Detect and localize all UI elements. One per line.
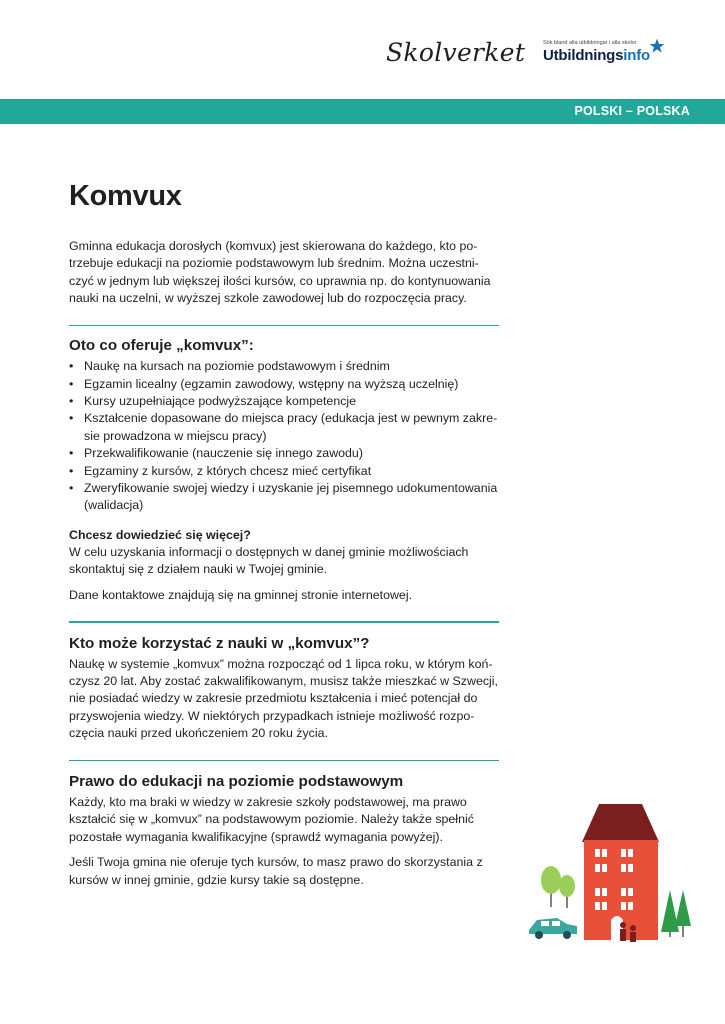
star-icon bbox=[649, 38, 665, 54]
who-paragraph: Naukę w systemie „komvux” można rozpocząć od 1 lipca roku, w którym kończysz 20 lat. Aby zostać zakwalifikowanym, musisz także mieszkać w Szwecji, nie posiadać wiedzy w zakresie przedmiotu kształcenia i mieć potencjał do przyswojenia wiedzy. W niektórych przypadkach istnieje możliwość rozpoczęcia nauki przed ukończeniem 20 roku życia. bbox=[69, 656, 498, 741]
basic-education-paragraph-2: Jeśli Twoja gmina nie oferuje tych kursów, to masz prawo do skorzystania z kursów w innej gminie, gdzie kursy takie są dostępne. bbox=[69, 855, 483, 887]
page-title: Komvux bbox=[69, 180, 182, 212]
offer-list bbox=[69, 358, 499, 515]
utbildningsinfo-logo bbox=[543, 40, 693, 64]
logo-tagline: Sök bland alla utbildningar i alla skolor bbox=[543, 40, 637, 46]
basic-education-heading: Prawo do edukacji na poziomie podstawowym bbox=[69, 773, 404, 791]
more-info-text: W celu uzyskania informacji o dostępnych w danej gminie możliwościach skontaktuj się z działem nauki w Twojej gminie. bbox=[69, 544, 469, 577]
list-item: • Przekwalifikowanie (nauczenie się innego zawodu) bbox=[69, 445, 499, 462]
skolverket-logo: Skolverket bbox=[386, 38, 526, 67]
tree-left-icon bbox=[541, 866, 575, 908]
main-content bbox=[69, 180, 499, 889]
language-band bbox=[0, 99, 725, 124]
more-info-heading: Chcesz dowiedzieć się więcej? bbox=[69, 527, 251, 542]
section-divider bbox=[69, 760, 499, 762]
section-divider bbox=[69, 325, 499, 327]
house-icon bbox=[582, 804, 659, 940]
car-icon bbox=[529, 918, 577, 939]
house-illustration bbox=[527, 802, 697, 962]
contact-text: Dane kontaktowe znajdują się na gminnej stronie internetowej. bbox=[69, 587, 413, 602]
basic-education-paragraph-1: Każdy, kto ma braki w wiedzy w zakresie szkoły podstawowej, ma prawo kształcić się w „komvux” na podstawowym poziomie. Należy także spełnić pozostałe wymagania kwalifikacyjne (sprawdź wymagania powyżej). bbox=[69, 795, 474, 844]
tree-right-icon bbox=[661, 890, 691, 937]
offer-heading: Oto co oferuje „komvux”: bbox=[69, 337, 254, 355]
list-item: • Egzaminy z kursów, z których chcesz mieć certyfikat bbox=[69, 463, 499, 480]
logo-wordmark: Utbildningsinfo bbox=[543, 47, 650, 64]
language-label: POLSKI – POLSKA bbox=[574, 104, 690, 118]
list-item: • Kształcenie dopasowane do miejsca pracy (edukacja jest w pewnym zakresie prowadzona w miejscu pracy) bbox=[69, 410, 499, 445]
list-item: • Egzamin licealny (egzamin zawodowy, wstępny na wyższą uczelnię) bbox=[69, 376, 499, 393]
list-item: • Kursy uzupełniające podwyższające kompetencje bbox=[69, 393, 499, 410]
who-heading: Kto może korzystać z nauki w „komvux”? bbox=[69, 634, 370, 652]
section-divider bbox=[69, 621, 499, 623]
list-item: • Zweryfikowanie swojej wiedzy i uzyskanie jej pisemnego udokumentowania (walidacja) bbox=[69, 480, 499, 515]
list-item: • Naukę na kursach na poziomie podstawowym i średnim bbox=[69, 358, 499, 375]
intro-paragraph: Gminna edukacja dorosłych (komvux) jest skierowana do każdego, kto potrzebuje edukacji na poziomie podstawowym lub średnim. Można uczestniczyć w jednym lub większej ilości kursów, co uprawnia np. do kontynuowania nauki na uczelni, w wyższej szkole zawodowej lub do rozpoczęcia pracy. bbox=[69, 239, 491, 306]
